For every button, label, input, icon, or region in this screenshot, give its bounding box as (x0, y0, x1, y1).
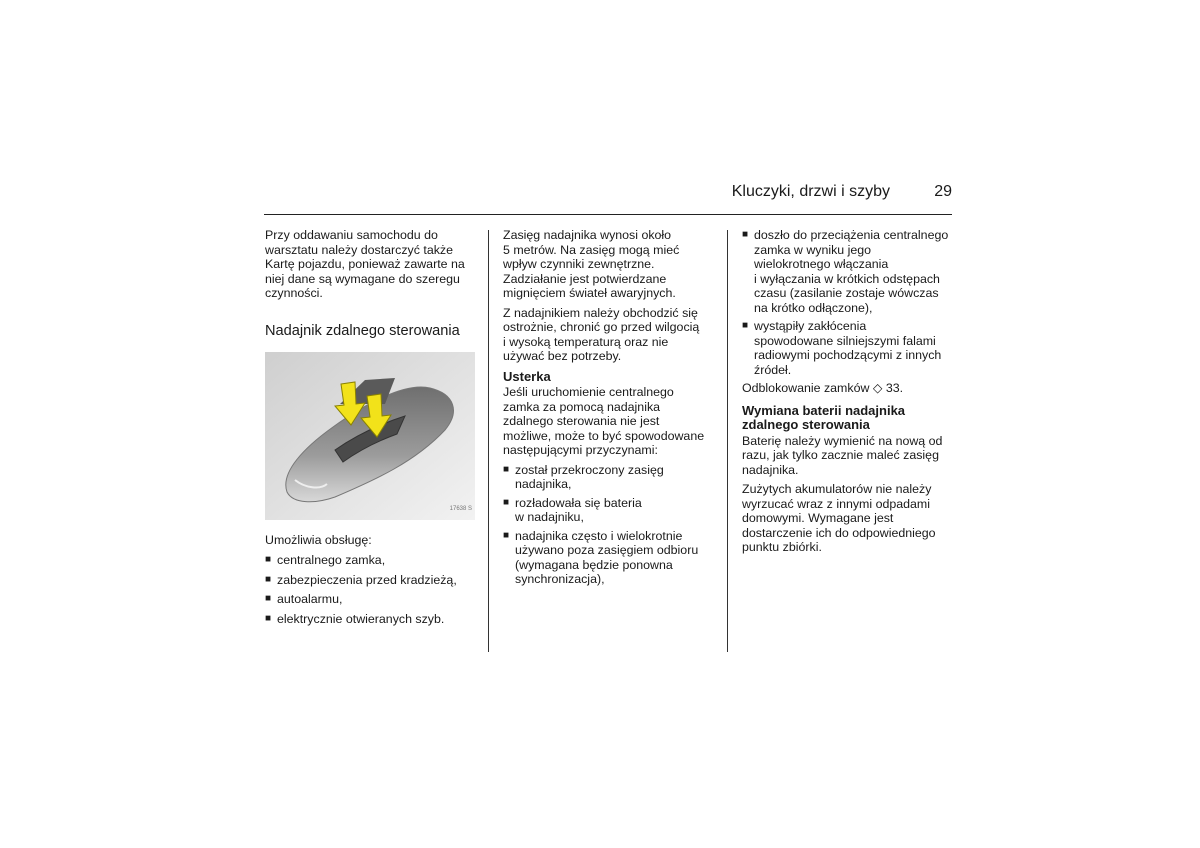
square-bullet-icon: ■ (265, 612, 272, 624)
figure-code: 17638 S (449, 506, 472, 512)
column-3 (742, 228, 954, 560)
fault-list-continued (742, 228, 954, 377)
column-2 (503, 228, 713, 591)
care-paragraph: Z nadajnikiem należy obchodzić się ostrożnie, chronić go przed wilgocią i wysoką temperaturą oraz nie używać bez potrzeby. (503, 305, 700, 363)
section-title: Nadajnik zdalnego sterowania (265, 322, 460, 339)
square-bullet-icon: ■ (503, 463, 510, 475)
fault-paragraph: Jeśli uruchomienie centralnego zamka za pomocą nadajnika zdalnego sterowania nie jest możliwe, może to być spowodowane następującymi przyczynami: (503, 385, 705, 457)
square-bullet-icon: ■ (265, 554, 272, 565)
battery-paragraph: Baterię należy wymienić na nową od razu, jak tylko zacznie maleć zasięg nadajnika. (742, 433, 943, 477)
list-item: ■ elektrycznie otwieranych szyb. (265, 611, 445, 626)
list-item: ■ autoalarmu, (265, 592, 343, 606)
page-header-title: Kluczyki, drzwi i szyby (731, 183, 890, 200)
square-bullet-icon: ■ (503, 496, 510, 508)
list-item: ■ został przekroczony zasięg nadajnika, (503, 462, 664, 491)
square-bullet-icon: ■ (742, 229, 749, 240)
intro-paragraph: Przy oddawaniu samochodu do warsztatu należy dostarczyć także Kartę pojazdu, ponieważ zawarte na niej dane są wymagane do szeregu czynności. (265, 228, 465, 300)
page-number: 29 (934, 183, 952, 200)
disposal-paragraph: Zużytych akumulatorów nie należy wyrzucać wraz z innymi odpadami domowymi. Wymagane jest dostarczenie ich do odpowiedniego punktu zbiórki. (742, 482, 936, 554)
list-item: ■ centralnego zamka, (265, 553, 386, 567)
column-divider (488, 230, 489, 652)
enables-label: Umożliwia obsługę: (265, 532, 372, 547)
list-item: ■ wystąpiły zakłócenia spowodowane silniejszymi falami radiowymi pochodzącymi z innych źródeł. (742, 319, 942, 377)
column-divider (727, 230, 728, 652)
battery-heading: Wymiana baterii nadajnika zdalnego sterowania (742, 402, 906, 432)
column-1 (265, 228, 475, 631)
list-item: ■ nadajnika często i wielokrotnie używano poza zasięgiem odbioru (wymagana będzie ponowna synchronizacja), (503, 528, 699, 586)
remote-key-illustration (265, 352, 475, 520)
unlock-reference: Odblokowanie zamków ◇ 33. (742, 381, 904, 395)
enables-list (265, 553, 475, 626)
square-bullet-icon: ■ (265, 593, 272, 604)
square-bullet-icon: ■ (742, 320, 749, 331)
header-rule (264, 214, 952, 215)
list-item: ■ rozładowała się bateria w nadajniku, (503, 495, 642, 524)
range-paragraph: Zasięg nadajnika wynosi około 5 metrów. Na zasięg mogą mieć wpływ czynniki zewnętrzne. Zadziałanie jest potwierdzane mignięciem świateł awaryjnych. (503, 228, 680, 300)
square-bullet-icon: ■ (503, 529, 510, 541)
fault-heading: Usterka (503, 368, 551, 384)
remote-key-image (265, 352, 475, 520)
list-item: ■ zabezpieczenia przed kradzieżą, (265, 572, 457, 587)
square-bullet-icon: ■ (265, 573, 272, 585)
fault-list (503, 463, 713, 587)
list-item: ■ doszło do przeciążenia centralnego zamka w wyniku jego wielokrotnego włączania i wyłączania w krótkich odstępach czasu (zasilanie zostaje wówczas na krótko odłączone), (742, 228, 949, 315)
